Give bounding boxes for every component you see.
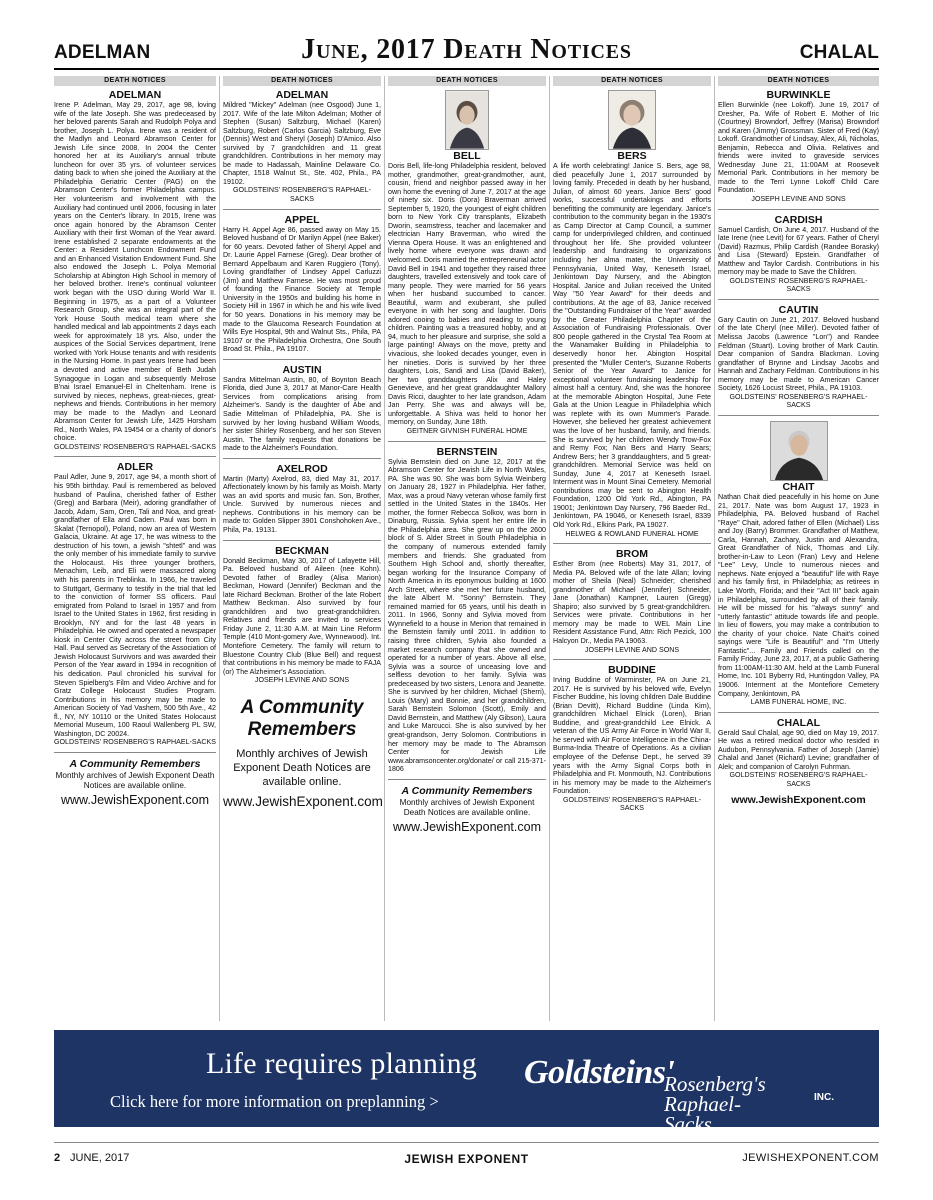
notice-adelman-irene bbox=[54, 90, 216, 451]
divider bbox=[223, 458, 381, 459]
funeral-home: GOLDSTEINS' ROSENBERG'S RAPHAEL-SACKS bbox=[54, 442, 216, 451]
ad-text: Monthly archives of Jewish Exponent Death Notices are available online. bbox=[55, 770, 215, 790]
divider bbox=[54, 752, 216, 753]
notice-name: APPEL bbox=[284, 213, 320, 226]
notice-axelrod bbox=[223, 464, 381, 535]
notice-name: BROM bbox=[615, 548, 649, 561]
funeral-home-logo bbox=[524, 1050, 834, 1136]
notice-cardish bbox=[718, 215, 879, 294]
notice-adelman-mildred bbox=[223, 90, 381, 204]
notice-brom bbox=[553, 549, 711, 654]
ad-url-link[interactable]: www.JewishExponent.com bbox=[223, 793, 383, 809]
chait-portrait bbox=[770, 421, 828, 481]
notice-body: A life worth celebrating! Janice S. Bers, age 98, died peacefully June 1, 2017 surrounded by loving family. Preceded in death by her husband, Julian, of almost 60 years. Janice Bers' good works, successful undertakings and efforts benefitting the community are legendary. Janice's contribution to the community began in the 1930's as Camp Director at Camp Council, a summer camp for underprivileged children, and continued throughout her life. She provided volunteer leadership and fundraising to organizations including her alma mater, the University of Pennsylvania, United Way, Keneseth Israel, Jenkintown Day Nursery, and the Abington Hospital. Janice and Julian received the United Way "50 Year Award" for their deeds and contributions. At the age of 83, Janice received the "Outstanding Fundraiser of the Year" awarded by the Greater Philadelphia Chapter of the Association of Fundraising Professionals. Over 800 people gathered in the Crystal Tea Room at the Wanamaker Building in Philadelphia to deservedly honor her. Abington Hospital presented the "Muller Center's, Suzanne Roberts Senior of the Year Award" to Janice for exceptional volunteer fundraising leadership for almost half a century. And, she was the honoree at the memorable Abington Hospital, June Fete Gala at the Union League in Philadelphia which was replete with its own Mummer's Parade. However, she believed her greatest achievement was the love of her husband, family, and friends. She is survived by her children Wendy Trow-Fox and Remy Fox; Nan Bers and Harry Sears; Andrew Bers; her 3 granddaughters, and 5 great-grandchildren. Memorial Service was held on Sunday, June 4, 2017 at Keneseth Israel. Interment was in Mount Sinai Cemetery. Memorial contributions may be sent to Abington Health Foundation, 1200 Old York Rd., Abington, PA 19001; Jenkintown Day Nursery, 796 Baeder Rd., Jenkintown, PA 19046, or Keneseth Israel, 8339 Old York Rd., Elkins Park, PA 19027. bbox=[553, 162, 711, 529]
notice-body: Gary Cautin on June 21, 2017. Beloved husband of the late Cheryl (nee Miller). Devoted father of Melissa Jacobs (Lawrence "Lon") and Randee Feldman (Stuart). Loving brother of Mark Cautin. Dear companion of Sandra Blackman. Loving grandfather of Brynne and Lindsay Jacobs and Hannah and Zachary Feldman. Contributions in his memory may be made to American Cancer Society, 1626 Locust Street, Phila., PA 19103. bbox=[718, 315, 879, 393]
divider bbox=[718, 712, 879, 713]
funeral-home: JOSEPH LEVINE AND SONS bbox=[751, 195, 846, 204]
funeral-home: GOLDSTEINS' ROSENBERG'S RAPHAEL-SACKS bbox=[729, 392, 868, 410]
funeral-home: GOLDSTEINS' ROSENBERG'S RAPHAEL-SACKS bbox=[729, 771, 868, 788]
brand-sub-line-2: Raphael-Sacks bbox=[664, 1092, 741, 1136]
divider bbox=[223, 209, 381, 210]
column-4 bbox=[549, 76, 714, 1021]
notice-name: BECKMAN bbox=[275, 544, 329, 557]
publication-website[interactable]: JEWISHEXPONENT.COM bbox=[742, 1152, 879, 1164]
column-5 bbox=[714, 76, 879, 1021]
notice-cautin bbox=[718, 305, 879, 410]
notice-body: Martin (Marty) Axelrod, 83, died May 31, 2017. Affectionately known by his family as Moish. Marty was an avid sports and music fan. Son, Brother, Uncle. Survived by numerous nieces and nephews. Contributions in his memory can be made to: Golden Slipper 3901 Conshohoken Ave., Phila, Pa. 19131. bbox=[223, 474, 381, 534]
divider bbox=[718, 299, 879, 300]
funeral-home: JOSEPH LEVINE AND SONS bbox=[254, 676, 350, 685]
notice-name: AUSTIN bbox=[282, 363, 322, 376]
column-heading: DEATH NOTICES bbox=[54, 76, 216, 86]
ad-url-link[interactable]: www.JewishExponent.com bbox=[61, 792, 209, 807]
issue-date: JUNE, 2017 bbox=[70, 1152, 130, 1164]
notice-body: Nathan Chait died peacefully in his home on June 21, 2017. Nate was born August 17, 1923 in Philadelphia, PA. Beloved husband of Rachel "Raye" Chait, adored father of Ellen (Michael) Liss and Joy (Barry) Brommer. Grandfather of Matthew, Carla, Hannah, Zachary, Justin and Alexandra, Great Grandfather of Nick, Thomas and Lily. brother-in-Law to Leon (Fran) Levy and Helene "Lee" Levy, Uncle to numerous nieces and nephews. Nate enjoyed a "beautiful" life with Raye and his family first, in Philadelphia; as retirees in Lake Worth, Florida; and their "Act III" back again in Philadelphia, surrounded by all of their family. He will be missed for his "always sunny" and "utterly fantastic" attitude towards life and people. In lieu of flowers, you may make a contribution to the charity of your choice. Nate Chait's coined sayings were "Life is Beautiful" and "I'm Utterly Fantastic"... Family and Friends called on the Family Friday, June 23, 2017, at a public Gathering from 11:00AM-11:30 AM. held at the Lamb Funeral Home, Inc. 101 Byberry Rd, Huntingdon Valley, PA 19006. Interment at the Montefiore Cemetery Company, Jenkintown, PA bbox=[718, 492, 879, 698]
notice-body: Irene P. Adelman, May 29, 2017, age 98, loving wife of the late Joseph. She was predeceased by her beloved parents Sarah and Rudolph Polya and brother, Joseph L. Polya. Irene was a resident of the Madlyn and Leonard Abramson Center for Jewish Life since 2008. In 2004 the Center honored her at its Auxiliary's annual tribute luncheon for over 35 yrs. of volunteer services dating back to when she joined the Auxiliary at the Philadelphia Geriatric Center (PAG) on the Abramson Center's former Philadelphia campus. Her volunteerism and involvement with the Auxiliary had continued until 2006, focusing in later years on the Center's library. In 2015, Irene was once again honored by the Abramson Center Auxiliary with their first Woman of the Year award. Irene established 2 separate endowments at the Center: a Resident Lunchcon Endowment Fund and an Enhanced Visitation Endowment Fund. She also endowed the Joseph L. Polya Memorial Scholarship at Abington High School in memory of her beloved brother. Irene's continual volunteer work began with the USO during World War II. Beginning in 1975, as a part of a Volunteer Research Group, she was an integral part of the York House South medical team where she handled medical and lab appointments 2 days each week for approximately 18 yrs. Also, under the auspices of the Social Services department, Irene worked with York House tenants and with residents in the Nursing Home. In past years Irene had been a devoted and active member of Beth Judah Synagogue in Logan and subsequently Melrose B'nai Israel Emanuel-El in Cheltenham. Irene is survived by nieces, nephews, great-nieces, great-nephews and friends. Contributions in her memory may be made to the Madlyn and Leonard Abramson Center for Jewish Life, 1425 Horsham Rd., North Wales, PA 19454 or a charity of donor's choice. bbox=[54, 101, 216, 443]
community-remembers-ad[interactable] bbox=[388, 785, 546, 835]
notice-bell bbox=[388, 151, 546, 436]
notice-name: CAUTIN bbox=[778, 303, 819, 316]
column-1 bbox=[54, 76, 219, 1021]
divider bbox=[223, 540, 381, 541]
header-last-surname: CHALAL bbox=[799, 42, 879, 63]
notice-name: CHALAL bbox=[776, 716, 821, 729]
community-remembers-ad-large[interactable] bbox=[223, 691, 381, 816]
ad-title: A Community Remembers bbox=[240, 696, 364, 740]
website-link[interactable]: www.JewishExponent.com bbox=[731, 794, 866, 807]
ad-url-link[interactable]: www.JewishExponent.com bbox=[393, 819, 541, 834]
divider bbox=[54, 456, 216, 457]
notice-body: Sandra Mittelman Austin, 80, of Boynton Beach Florida, died June 3, 2017 at Manor-Care Health Services from complications arising from Alzheimer's. Sandy is the daughter of Abe and Sadie Mittelman of Philadelphia, PA. She is survived by her loving husband William Woods, her sister Shirley Rosenberg, and her son Steven Austin. The family requests that donations be made to the Alzheimer's Foundation. bbox=[223, 375, 381, 453]
brand-inc: INC. bbox=[814, 1092, 834, 1103]
column-3 bbox=[384, 76, 549, 1021]
bell-portrait bbox=[445, 90, 489, 150]
notice-name: AXELROD bbox=[276, 462, 328, 475]
preplanning-banner-ad[interactable] bbox=[54, 1030, 879, 1136]
header-first-surname: ADELMAN bbox=[54, 42, 151, 63]
notice-bernstein bbox=[388, 447, 546, 774]
notice-name: BUDDINE bbox=[608, 664, 656, 677]
notice-body: Mildred "Mickey" Adelman (nee Osgood) June 1, 2017. Wife of the late Milton Adelman; Mother of Stephen (Susan) Saltzburg, Michael (Karen) Saltzburg, Robert (Carlos Garcia) Saltzburg, Eve (Dennis) West and Sheryl (Joseph) D'Amico. Also survived by 7 grandchildren and 11 great grandchildren. Contributions in her memory may be made to Hadassah, Mainline Delaware Co. Chapter, 1518 Walnut St., Ste. 402, Phila., PA 19102. bbox=[223, 101, 381, 186]
notice-name: CARDISH bbox=[774, 213, 823, 226]
notice-body: Donald Beckman, May 30, 2017 of Lafayette Hill, Pa. Beloved husband of Aileen (nee Kohn). Devoted father of Bradley (Alisa Marion) Beckman, Howard (Jennifer) Beckman and the late Richard Beckman. Brother of the late Robert Matthew Beckman. Also survived by four grandchildren and two great-grandchildren. Relatives and friends are invited to services Friday June 2, 11:30 A.M. at Main Line Reform Temple (410 Mont-gomery Ave, Wynnewood). Int. Montefiore Cemetery. The family will return to Bluestone Country Club (Blue Bell) and request that contributions in his memory be made to FAJA (or) The Alzheimer's Association. bbox=[223, 556, 381, 676]
notice-adler bbox=[54, 462, 216, 747]
notice-burwinkle bbox=[718, 90, 879, 204]
divider bbox=[718, 415, 879, 416]
page-number: 2 bbox=[54, 1152, 61, 1164]
notice-body: Harry H. Appel Age 86, passed away on May 15. Beloved husband of Dr Marilyn Appel (nee Baker) for 60 years. Devoted father of Sheryl Appel and Dr. Laurie Appel Farnese (Greg). Dear brother of Bernard Appelbaum and Karen Ruggiero (Tony). Loving grandfather of Lindsey Appel Carluzzi (Jim) and Matthew Farnese. He was most proud of founding the Finance Society at Temple University in the 1950s and building his home in Society Hill in 1967 in which he and his wife lived for 50 years. Donations in his memory may be made to the Glaucoma Research Foundation at Wills Eye Hospital, 9th and Walnut Sts., Phila, PA 19107 or the Philadelphia Orchestra, One South Broad St. Phila., PA 19107. bbox=[223, 225, 381, 354]
notice-body: Paul Adler, June 9, 2017, age 94, a month short of his 95th birthday. Paul is remembered as beloved husband of Paulina, cherished father of Esther (Greg) and Barbara (Meir), adoring grandfather of Jacob, Adam, Sam, Oren, Tali and Noa, and great-grandfather of Ella and Caden. Paul was born in Skalat (Ternopol), Poland, now an area of Western Galacia, Ukraine. At age 17, he was witness to the destruction of his town, a jewish "shtetl" and was the only member of his immediate family to survive the Holocaust. His three younger brothers, Menachim, Leib, and Eli were massacred along with his parents in Treblinka. In 1966, he traveled to Stuttgart, Germany to testify in the trial that led to the conviction of former SS officers. Paul emigrated from Poland to Israel in 1957 and from Israel to the United States in 1962, first residing in Brooklyn, NY and for the last 48 years in Philadelphia. He owned and operated a newspaper kiosk in Center City across the street from City Hall. Paul served as Secretary of the Association of Jewish Holocaust Survivors and was awarded their Person of the Year award in 1994 in recognition of his dedication. Paul chronicled his survival for Steven Spielberg's Film and Video Archive and for Gratz College Holocaust Studies Program. Contributions in his memory may be made to American Society of Yad Vashem, 500 5th Ave., 42 fl., NY, NY 10110 or the United States Holocaust Memorial Museum, 100 Raoul Wallenberg PL SW, Washington, DC 20024. bbox=[54, 473, 216, 738]
ad-title: A Community Remembers bbox=[69, 757, 201, 770]
ad-text: Monthly archives of Jewish Exponent Death Notices are available online. bbox=[233, 747, 371, 788]
page-footer bbox=[54, 1152, 879, 1168]
notice-body: Esther Brom (nee Roberts) May 31, 2017, of Media PA. Beloved wife of the late Allan; loving mother of Sheila (Neal) Schneider; cherished grandmother of Michael (Jennifer) Schneider, Jane (Jonathan) Kampner, Lauren (Gregg) Shapiro; also survived by 5 great-grandchildren. Services were private. Contributions in her memory may be made to WEL Main Line Resident Assistance Fund, Attn: Rich Pezick, 100 Halcyon Dr., Media PA 19063. bbox=[553, 560, 711, 645]
notice-chait bbox=[718, 482, 879, 707]
column-heading: DEATH NOTICES bbox=[553, 76, 711, 86]
notice-body: Doris Bell, life-long Philadelphia resident, beloved mother, grandmother, great-grandmother, aunt, cousin, friend and neighbor passed away in her own home the evening of June 7, 2017 at the age of ninety six. Doris (Dora) Braverman arrived September 5, 1920, the youngest of eight children born to New York City transplants, Elizabeth Dworin, seamstress, teacher and lacemaker and electrician Harry Braverman, who wired the Vienna Opera House. It was an enlightened and lively home where everyone was drawn and welcomed. Doris married the entrepreneurial actor David Bell in 1941 and together they raised three daughters, travelled extensively and took care of many people. They were married for 56 years when her husband succumbed to cancer. Beautiful, warm and exuberant, she pulled everyone in with her song and laughter. Doris adored cooing to babies and reading to young children. Painting was a treasured hobby, and at 94, much to her pleasure and surprise, she sold a large painting! Always on the move, pretty and vivacious, she looked decades younger, even in her nineties. Doris is survived by her three daughters, Lois, Sandi and Lisa (David Baker), her two granddaughters Alix and Haley Genevieve, and her great granddaughter Mallory Davis Ricci, daughter to her late grandson, Adam Jan Perry. She was and always will be, unforgettable. A Shiva was held to honor her memory, on Sunday, June 18th. bbox=[388, 162, 546, 427]
bers-portrait bbox=[608, 90, 656, 150]
notice-bers bbox=[553, 151, 711, 538]
column-2 bbox=[219, 76, 384, 1021]
funeral-home: JOSEPH LEVINE AND SONS bbox=[584, 645, 680, 654]
divider bbox=[553, 659, 711, 660]
funeral-home: GOLDSTEINS' ROSENBERG'S RAPHAEL-SACKS bbox=[233, 186, 371, 204]
funeral-home: GOLDSTEINS' ROSENBERG'S RAPHAEL-SACKS bbox=[54, 738, 216, 747]
notice-austin bbox=[223, 365, 381, 453]
banner-preplanning-link[interactable] bbox=[110, 1092, 439, 1112]
divider bbox=[553, 543, 711, 544]
funeral-home: GEITNER GIVNISH FUNERAL HOME bbox=[406, 426, 528, 435]
funeral-home: GOLDSTEINS' ROSENBERG'S RAPHAEL-SACKS bbox=[563, 795, 701, 813]
publication-name: JEWISH EXPONENT bbox=[404, 1152, 529, 1166]
notice-chalal bbox=[718, 718, 879, 789]
divider bbox=[388, 441, 546, 442]
notice-beckman bbox=[223, 546, 381, 685]
notices-columns bbox=[54, 76, 879, 1021]
notice-body: Ellen Burwinkle (nee Lokoff). June 19, 2017 of Dresher, Pa. Wife of Robert E. Mother of Iric (Courtney) Browndorf, Jeffrey (Marisa) Browndorf and Karen (Jimmy) Grossman. Sister of Fred (Kay) Lokoff. Grandmother of Lindsay, Alex, Ali, Nicholas, Benjamin, Rebecca and Olivia. Relatives and friends were invited to graveside services Wednesday June 21, 11:00AM at Roosevelt Memorial Park. Contributions in her memory be made to the Terri Lynne Lokoff Child Care Foundation. bbox=[718, 101, 879, 195]
notice-buddine bbox=[553, 665, 711, 813]
page-title: June, 2017 Death Notices bbox=[301, 34, 632, 65]
notice-name: BERS bbox=[617, 150, 647, 162]
column-heading: DEATH NOTICES bbox=[388, 76, 546, 86]
notice-name: BELL bbox=[453, 150, 481, 162]
ad-text: Monthly archives of Jewish Exponent Death Notices are available online. bbox=[399, 797, 535, 817]
notice-name: ADELMAN bbox=[108, 89, 162, 101]
banner-headline: Life requires planning bbox=[206, 1047, 477, 1080]
notice-body: Samuel Cardish, On June 4, 2017. Husband of the late Irene (nee Levit) for 67 years. Father of Cheryl (David) Razmus, Philip Cardish (Randee Borasky) and Lisa (Steward) Epstein. Grandfather of Matthew and Taylor Cardish. Contributions in his memory may be made to Save the Children. bbox=[718, 225, 879, 277]
divider bbox=[718, 209, 879, 210]
banner-subline: Click here for more information on preplanning bbox=[110, 1092, 426, 1111]
funeral-home: HELWEG & ROWLAND FUNERAL HOME bbox=[565, 529, 699, 538]
notice-name: ADLER bbox=[116, 461, 154, 474]
notice-appel bbox=[223, 215, 381, 354]
brand-main: Goldsteins' bbox=[524, 1054, 675, 1091]
notice-name: ADELMAN bbox=[275, 89, 329, 101]
notice-name: BURWINKLE bbox=[766, 89, 831, 101]
divider bbox=[388, 779, 546, 780]
funeral-home: LAMB FUNERAL HOME, INC. bbox=[750, 698, 847, 707]
column-heading: DEATH NOTICES bbox=[223, 76, 381, 86]
notice-body: Sylvia Bernstein died on June 12, 2017 at the Abramson Center for Jewish Life in North Wales, PA. She was 90. She was born Sylvia Weinberg on January 28, 1927 in Philadelphia. Her father, Max, was a proud Navy veteran whose family first settled in the United States in the 1840s. Her mother, the former Rebecca Solkov, was born in Dinaburg, Russia. Sylvia spent her entire life in the Philadelphia area. She grew up on the 2600 block of S. Alder Street in South Philadelphia in the company of numerous extended family members and friends. She graduated from Southern High School and, shortly thereafter, began working for the Insurance Company of North America in its eponymous building at 1600 Arch Street, where she met her future husband, the late Albert M. "Sonny" Bernstein. They remained married for 65 years, until his death in 2011. In 1966, Sonny and Sylvia moved from Wynnefield to a house in Merion that remained in the Bernstein family until 2011. In addition to raising three children, Sylvia also founded a market research company that she owned and operated for a number of years. Above all else, Sylvia was a source of unceasing love and selfless devotion to her family. Sylvia was predeceased by two sisters, Lenora and Jeanette. She is survived by her children, Michael (Sherri), Louis (Mary) and Bonnie, and her grandchildren, Sarah Bernstein Solomon (Scott), Emily and David Bernstein, and Matthew (Aly Gibson), Laura and Luke Marcucci. She is also survived by her great-grandson, Jerry Solomon. Contributions in her memory may be made to The Abramson Center for Jewish Life www.abramsoncenter.org/donate/ or call 215-371-1806 bbox=[388, 457, 546, 774]
footer-rule bbox=[54, 1142, 879, 1143]
notice-body: Gerald Saul Chalal, age 90, died on May 19, 2017. He was a retired medical doctor who resided in Audubon, Pennsylvania. Father of Joseph (Jamie) Chalal and Janet (Richard) Levine; grandfather of Alek; and companion of Carolyn Fuhrman. bbox=[718, 728, 879, 771]
column-heading: DEATH NOTICES bbox=[718, 76, 879, 86]
page-header bbox=[54, 34, 879, 70]
ad-title: A Community Remembers bbox=[401, 784, 533, 797]
notice-body: Irving Buddine of Warminster, PA on June 21, 2017. He is survived by his beloved wife, Evelyn Fischer Buddine, his loving children Dale Buddine (Brian Devitt), Richard Buddine (Linda Kim), grandchildren Michael Elnick (Loren), Brian Buddine, and great-grandchild Lee Elnick. A veteran of the US Army Air Force in World War II, he served with Air Force Intelligence in the China-Burma-India Theatre of Operations. As a civilian employee of the Defense Dept., he served 39 years with the Army Signal Corps both in Philadelphia and Ft. Monmouth, NJ. Contributions in his memory may be made to the Alzheimer's Foundation. bbox=[553, 676, 711, 796]
notice-name: BERNSTEIN bbox=[436, 445, 498, 458]
brand-sub-line-1: Rosenberg's bbox=[664, 1072, 766, 1096]
funeral-home: GOLDSTEINS' ROSENBERG'S RAPHAEL-SACKS bbox=[729, 276, 868, 294]
divider bbox=[223, 359, 381, 360]
brand-sub bbox=[664, 1074, 784, 1134]
chevron-right-icon: > bbox=[429, 1092, 439, 1111]
notice-name: CHAIT bbox=[782, 480, 815, 493]
community-remembers-ad[interactable] bbox=[54, 758, 216, 808]
